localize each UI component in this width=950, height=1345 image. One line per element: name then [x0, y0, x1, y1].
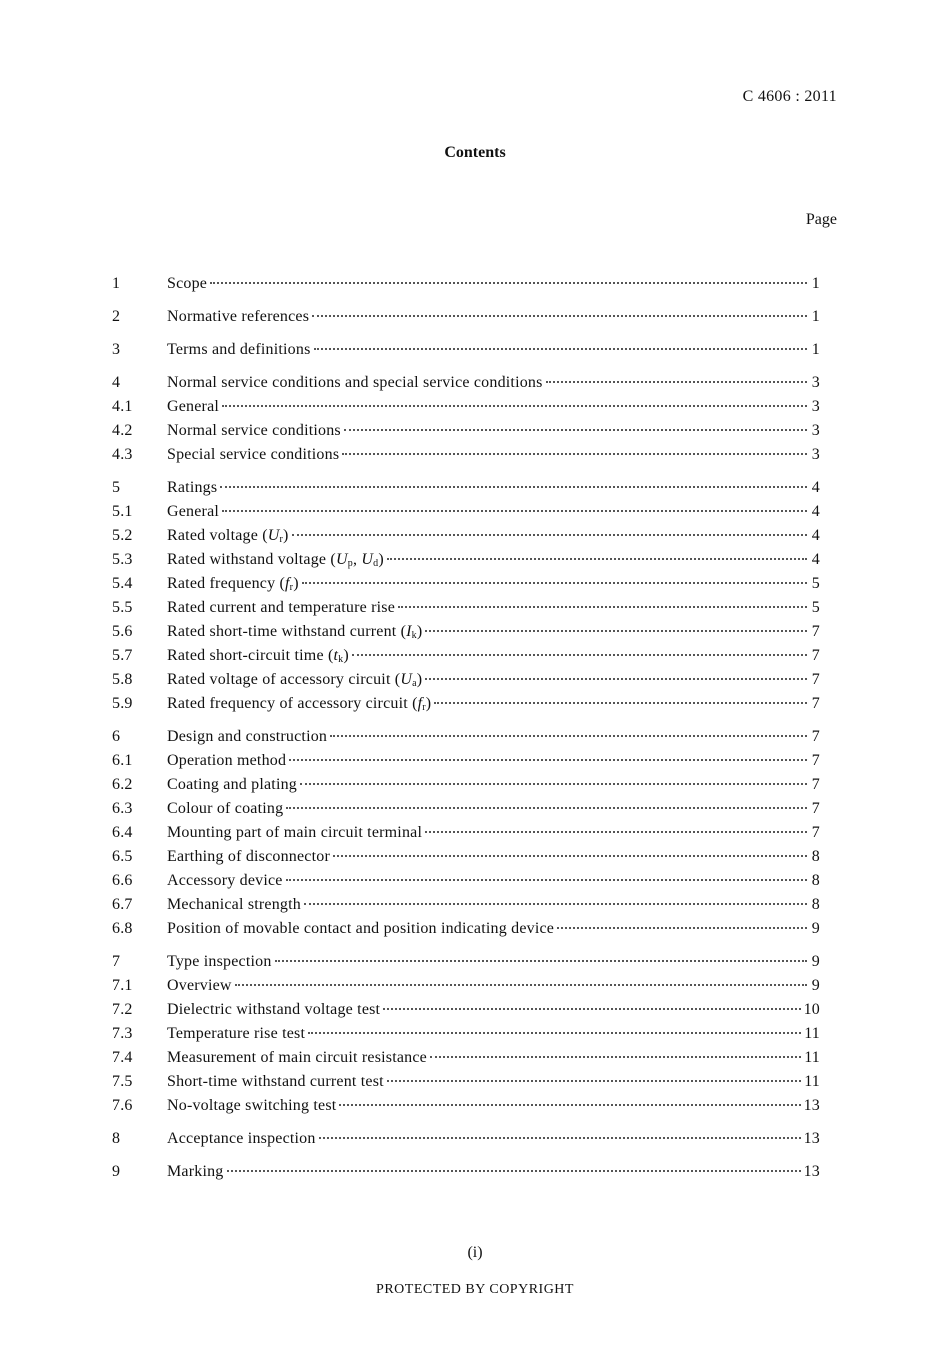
toc-dot-leader [308, 1032, 801, 1034]
toc-dot-leader [312, 315, 807, 317]
toc-dot-leader [227, 1170, 801, 1172]
toc-dot-leader [398, 606, 807, 608]
toc-entry-title: Rated frequency of accessory circuit $(f_r)$ [167, 695, 432, 713]
toc-dot-leader [302, 582, 807, 584]
toc-dot-leader [425, 831, 807, 833]
toc-entry-title: Overview [167, 977, 232, 994]
toc-entry-number: 5.9 [112, 695, 133, 712]
toc-entry[interactable] [112, 1073, 820, 1097]
toc-entry-page: 4 [811, 479, 820, 496]
toc-entry-title: Normative references [167, 308, 310, 325]
toc-dot-leader [557, 927, 807, 929]
toc-entry[interactable] [112, 896, 820, 920]
toc-entry-title: Ratings [167, 479, 218, 496]
toc-entry-title: Special service conditions [167, 446, 340, 463]
toc-entry-title: Rated voltage $(U_r)$ [167, 527, 289, 545]
toc-entry-page: 4 [811, 551, 820, 568]
toc-entry[interactable] [112, 1025, 820, 1049]
toc-entry-page: 1 [811, 308, 820, 325]
toc-entry-page: 11 [804, 1025, 820, 1042]
toc-entry-number: 7 [112, 953, 121, 970]
toc-entry-number: 7.6 [112, 1097, 133, 1114]
toc-entry-number: 3 [112, 341, 121, 358]
toc-entry-title: Marking [167, 1163, 224, 1180]
toc-entry[interactable] [112, 800, 820, 824]
toc-entry-page: 7 [811, 728, 820, 745]
toc-entry[interactable] [112, 446, 820, 470]
toc-entry-title: Rated voltage of accessory circuit $(U_a)$ [167, 671, 423, 689]
toc-entry-page: 1 [811, 275, 820, 292]
toc-dot-leader [292, 534, 807, 536]
toc-entry-number: 7.5 [112, 1073, 133, 1090]
toc-entry-number: 4.3 [112, 446, 133, 463]
toc-dot-leader [342, 453, 807, 455]
toc-entry-page: 9 [811, 953, 820, 970]
toc-dot-leader [304, 903, 807, 905]
toc-entry-number: 7.4 [112, 1049, 133, 1066]
toc-entry-number: 6.7 [112, 896, 133, 913]
toc-entry-title: Coating and plating [167, 776, 298, 793]
toc-entry[interactable] [112, 1097, 820, 1121]
toc-entry[interactable] [112, 695, 820, 719]
toc-entry-title: Rated short-time withstand current $(I_k)$ [167, 623, 423, 641]
document-id: C 4606 : 2011 [742, 88, 837, 105]
toc-entry-number: 5.6 [112, 623, 133, 640]
toc-entry[interactable] [112, 374, 820, 398]
toc-dot-leader [425, 630, 807, 632]
toc-entry[interactable] [112, 1130, 820, 1154]
toc-entry-title: General [167, 398, 220, 415]
toc-entry[interactable] [112, 671, 820, 695]
toc-dot-leader [286, 879, 807, 881]
toc-dot-leader [222, 510, 807, 512]
toc-entry-title: Scope [167, 275, 208, 292]
toc-entry[interactable] [112, 776, 820, 800]
toc-dot-leader [383, 1008, 800, 1010]
toc-dot-leader [387, 1080, 801, 1082]
toc-entry-number: 6.5 [112, 848, 133, 865]
toc-entry-page: 11 [804, 1073, 820, 1090]
toc-entry-page: 3 [811, 446, 820, 463]
toc-entry[interactable] [112, 647, 820, 671]
toc-entry-title: Type inspection [167, 953, 272, 970]
toc-entry-number: 4.1 [112, 398, 133, 415]
toc-entry-page: 11 [804, 1049, 820, 1066]
toc-entry[interactable] [112, 551, 820, 575]
toc-entry[interactable] [112, 308, 820, 332]
toc-entry-page: 7 [811, 623, 820, 640]
toc-entry-page: 3 [811, 398, 820, 415]
toc-entry-title: Rated short-circuit time $(t_k)$ [167, 647, 349, 665]
toc-entry-title: Design and construction [167, 728, 328, 745]
toc-entry-page: 7 [811, 671, 820, 688]
toc-entry-page: 3 [811, 374, 820, 391]
toc-dot-leader [235, 984, 807, 986]
toc-entry-page: 13 [803, 1097, 820, 1114]
toc-group [112, 341, 820, 365]
toc-entry-number: 8 [112, 1130, 121, 1147]
toc-entry-page: 5 [811, 599, 820, 616]
toc-entry-number: 5.7 [112, 647, 133, 664]
toc-entry-page: 7 [811, 752, 820, 769]
toc-entry-number: 9 [112, 1163, 121, 1180]
toc-entry-page: 5 [811, 575, 820, 592]
footer-page-number: (i) [467, 1244, 483, 1261]
toc-entry-number: 4 [112, 374, 121, 391]
toc-entry-number: 6.1 [112, 752, 133, 769]
toc-entry[interactable] [112, 599, 820, 623]
toc-entry[interactable] [112, 503, 820, 527]
toc-entry-number: 7.3 [112, 1025, 133, 1042]
toc-entry-number: 7.2 [112, 1001, 133, 1018]
toc-entry-title: Accessory device [167, 872, 283, 889]
page-title: Contents [444, 144, 506, 161]
toc-entry-page: 7 [811, 776, 820, 793]
toc-entry-title: General [167, 503, 220, 520]
toc-entry-number: 5.2 [112, 527, 133, 544]
toc-entry[interactable] [112, 920, 820, 944]
toc-dot-leader [314, 348, 808, 350]
toc-entry-number: 5 [112, 479, 121, 496]
toc-entry[interactable] [112, 728, 820, 752]
toc-entry-number: 6 [112, 728, 121, 745]
toc-entry-title: Dielectric withstand voltage test [167, 1001, 381, 1018]
toc-entry-number: 2 [112, 308, 121, 325]
toc-entry-number: 5.1 [112, 503, 133, 520]
toc-entry-page: 7 [811, 824, 820, 841]
toc-entry-title: Rated current and temperature rise [167, 599, 396, 616]
toc-dot-leader [425, 678, 807, 680]
toc-entry-page: 13 [803, 1163, 820, 1180]
toc-entry-number: 5.3 [112, 551, 133, 568]
toc-entry-title: Measurement of main circuit resistance [167, 1049, 427, 1066]
toc-dot-leader [275, 960, 807, 962]
toc-entry-title: Normal service conditions and special service conditions [167, 374, 543, 391]
toc-entry-title: Mounting part of main circuit terminal [167, 824, 423, 841]
toc-entry-page: 13 [803, 1130, 820, 1147]
toc-dot-leader [210, 282, 807, 284]
toc-entry-title: Rated withstand voltage ($U_p$, $U_d$) [167, 551, 384, 569]
toc-entry-page: 8 [811, 872, 820, 889]
toc-group [112, 728, 820, 944]
toc-dot-leader [222, 405, 807, 407]
toc-entry[interactable] [112, 398, 820, 422]
toc-dot-leader [333, 855, 807, 857]
toc-group [112, 1130, 820, 1154]
toc-dot-leader [546, 381, 807, 383]
toc-entry-number: 5.4 [112, 575, 133, 592]
toc-dot-leader [289, 759, 807, 761]
toc-entry[interactable] [112, 1163, 820, 1187]
toc-entry-page: 9 [811, 920, 820, 937]
toc-entry-number: 6.4 [112, 824, 133, 841]
toc-entry-page: 9 [811, 977, 820, 994]
toc-dot-leader [319, 1137, 801, 1139]
toc-entry-page: 10 [803, 1001, 820, 1018]
toc-entry-page: 1 [811, 341, 820, 358]
toc-dot-leader [344, 429, 807, 431]
toc-entry-page: 7 [811, 800, 820, 817]
toc-entry-title: Colour of coating [167, 800, 284, 817]
toc-entry-title: Acceptance inspection [167, 1130, 316, 1147]
toc-group [112, 1163, 820, 1187]
toc-entry-number: 1 [112, 275, 121, 292]
toc-dot-leader [300, 783, 807, 785]
table-of-contents [112, 275, 820, 1196]
toc-entry-number: 5.8 [112, 671, 133, 688]
toc-entry-title: No-voltage switching test [167, 1097, 337, 1114]
toc-entry[interactable] [112, 623, 820, 647]
toc-entry-page: 3 [811, 422, 820, 439]
toc-entry-title: Operation method [167, 752, 287, 769]
toc-entry-title: Normal service conditions [167, 422, 341, 439]
toc-entry[interactable] [112, 341, 820, 365]
toc-entry[interactable] [112, 575, 820, 599]
toc-entry-title: Rated frequency $(f_r)$ [167, 575, 299, 593]
toc-entry-title: Short-time withstand current test [167, 1073, 384, 1090]
toc-entry[interactable] [112, 872, 820, 896]
toc-entry-page: 8 [811, 896, 820, 913]
toc-entry-title: Earthing of disconnector [167, 848, 330, 865]
toc-entry-number: 7.1 [112, 977, 133, 994]
toc-entry-number: 6.8 [112, 920, 133, 937]
toc-group [112, 374, 820, 470]
toc-entry-number: 5.5 [112, 599, 133, 616]
toc-dot-leader [286, 807, 807, 809]
toc-dot-leader [352, 654, 807, 656]
page-column-label: Page [805, 211, 837, 228]
toc-entry[interactable] [112, 752, 820, 776]
toc-group [112, 275, 820, 299]
toc-entry-title: Position of movable contact and position indicating device [167, 920, 555, 937]
toc-dot-leader [430, 1056, 801, 1058]
toc-group [112, 953, 820, 1121]
toc-entry-page: 4 [811, 503, 820, 520]
toc-entry[interactable] [112, 824, 820, 848]
toc-dot-leader [220, 486, 807, 488]
toc-entry[interactable] [112, 848, 820, 872]
toc-entry[interactable] [112, 1049, 820, 1073]
toc-entry[interactable] [112, 527, 820, 551]
toc-dot-leader [434, 702, 807, 704]
toc-entry[interactable] [112, 422, 820, 446]
toc-entry[interactable] [112, 977, 820, 1001]
toc-group [112, 479, 820, 719]
toc-dot-leader [387, 558, 807, 560]
toc-dot-leader [339, 1104, 800, 1106]
toc-entry-page: 4 [811, 527, 820, 544]
toc-entry-title: Mechanical strength [167, 896, 301, 913]
toc-entry-page: 7 [811, 647, 820, 664]
toc-dot-leader [330, 735, 807, 737]
toc-entry-number: 6.2 [112, 776, 133, 793]
toc-group [112, 308, 820, 332]
toc-entry[interactable] [112, 1001, 820, 1025]
toc-entry-title: Temperature rise test [167, 1025, 306, 1042]
toc-entry-number: 6.3 [112, 800, 133, 817]
copyright-notice: PROTECTED BY COPYRIGHT [376, 1282, 574, 1297]
toc-entry-title: Terms and definitions [167, 341, 311, 358]
toc-entry-page: 8 [811, 848, 820, 865]
toc-entry[interactable] [112, 953, 820, 977]
toc-entry-page: 7 [811, 695, 820, 712]
toc-entry[interactable] [112, 479, 820, 503]
toc-entry[interactable] [112, 275, 820, 299]
toc-entry-number: 4.2 [112, 422, 133, 439]
toc-entry-number: 6.6 [112, 872, 133, 889]
